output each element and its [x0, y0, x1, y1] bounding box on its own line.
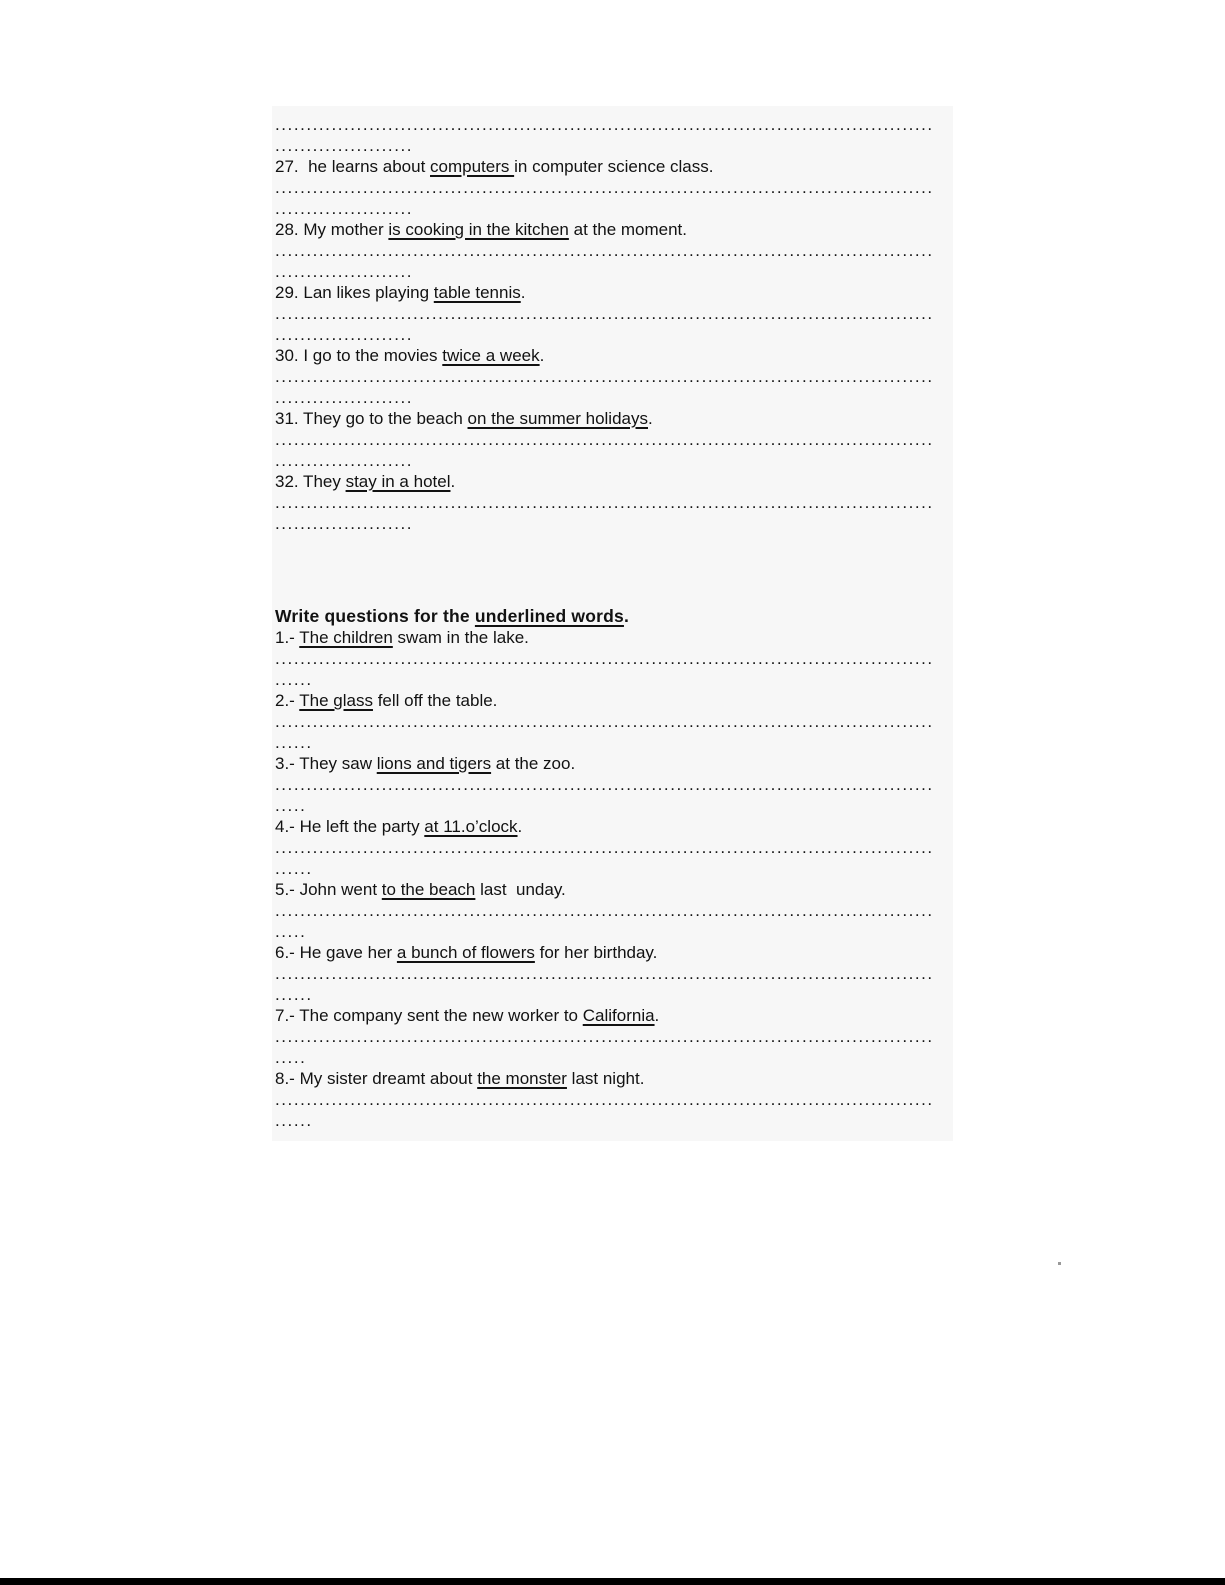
answer-line-wrap: ...... [275, 733, 313, 752]
answer-line-wrap: ..... [275, 922, 307, 941]
underlined-phrase: lions and tigers [376, 754, 492, 773]
item-number: 3.- [275, 754, 295, 773]
question-item-4 [275, 816, 945, 837]
answer-line-wrap: ...................... [275, 199, 414, 218]
underlined-phrase: table tennis [433, 283, 521, 302]
answer-line: ......................................................................................................... [275, 430, 934, 449]
answer-line-wrap: ...................... [275, 514, 414, 533]
section-write-questions [275, 606, 945, 1131]
answer-line-wrap: ..... [275, 796, 307, 815]
sentence-text: at the moment. [568, 220, 688, 239]
item-number: 28. [275, 220, 299, 239]
item-number: 29. [275, 283, 299, 302]
sentence-text: Lan likes playing [298, 283, 434, 302]
sentence-text: at the zoo. [491, 754, 576, 773]
item-number: 32. [275, 472, 299, 491]
answer-line-wrap: ...................... [275, 262, 414, 281]
sentence-text: . [539, 346, 545, 365]
underlined-phrase: The children [299, 628, 393, 647]
sentence-text: last unday. [475, 880, 566, 899]
sentence-text: He left the party [294, 817, 425, 836]
question-item-6 [275, 942, 945, 963]
underlined-phrase: California [582, 1006, 655, 1025]
answer-line: ......................................................................................................... [275, 712, 934, 731]
underlined-phrase: the monster [477, 1069, 567, 1088]
sentence-text: . [517, 817, 523, 836]
answer-line-wrap: ...................... [275, 325, 414, 344]
underlined-phrase: a bunch of flowers [396, 943, 535, 962]
sentence-text: I go to the movies [298, 346, 443, 365]
item-number: 8.- [275, 1069, 295, 1088]
answer-line-wrap: ...... [275, 1111, 313, 1130]
answer-line: ......................................................................................................... [275, 304, 934, 323]
underlined-phrase: underlined words [474, 606, 624, 626]
section-gap [275, 534, 945, 606]
question-item-1 [275, 627, 945, 648]
sentence-text: fell off the table. [372, 691, 498, 710]
section-title [275, 606, 945, 627]
underlined-phrase: computers [430, 157, 515, 176]
underlined-phrase: to the beach [381, 880, 476, 899]
bottom-bar [0, 1578, 1225, 1585]
exercise-sheet [272, 106, 953, 1141]
item-number: 5.- [275, 880, 295, 899]
answer-line: ......................................................................................................... [275, 493, 934, 512]
underlined-phrase: is cooking in the kitchen [388, 220, 569, 239]
exercise-item-29 [275, 282, 945, 303]
sentence-text: in computer science class. [514, 157, 714, 176]
answer-line-wrap: ...... [275, 670, 313, 689]
answer-line: ......................................................................................................... [275, 178, 934, 197]
item-number: 2.- [275, 691, 295, 710]
title-text: . [623, 606, 630, 626]
question-item-7 [275, 1005, 945, 1026]
exercise-item-32 [275, 471, 945, 492]
answer-line: ......................................................................................................... [275, 964, 934, 983]
question-item-5 [275, 879, 945, 900]
sentence-text: He gave her [294, 943, 397, 962]
answer-line-wrap: ...................... [275, 388, 414, 407]
answer-line: ......................................................................................................... [275, 115, 934, 134]
item-number: 27. [275, 157, 299, 176]
sentence-text: . [654, 1006, 660, 1025]
sentence-text: . [520, 283, 526, 302]
underlined-phrase: stay in a hotel [345, 472, 451, 491]
item-number: 4.- [275, 817, 295, 836]
answer-line: ......................................................................................................... [275, 367, 934, 386]
sentence-text: for her birthday. [534, 943, 658, 962]
sentence-text: The company sent the new worker to [294, 1006, 583, 1025]
sentence-text: My sister dreamt about [294, 1069, 478, 1088]
sentence-text: last night. [566, 1069, 645, 1088]
answer-line-wrap: ...... [275, 859, 313, 878]
answer-line: ......................................................................................................... [275, 838, 934, 857]
exercise-item-28 [275, 219, 945, 240]
sentence-text: . [450, 472, 456, 491]
underlined-phrase: The glass [299, 691, 373, 710]
exercise-item-27 [275, 156, 945, 177]
item-number: 1.- [275, 628, 295, 647]
answer-line: ......................................................................................................... [275, 649, 934, 668]
answer-line-wrap: ...................... [275, 136, 414, 155]
question-item-8 [275, 1068, 945, 1089]
answer-line: ......................................................................................................... [275, 1027, 934, 1046]
answer-line: ......................................................................................................... [275, 901, 934, 920]
answer-line: ......................................................................................................... [275, 775, 934, 794]
sentence-text: . [648, 409, 653, 428]
question-item-3 [275, 753, 945, 774]
sentence-text: swam in the lake. [392, 628, 529, 647]
underlined-phrase: at 11.o’clock [424, 817, 518, 836]
sentence-text: They saw [294, 754, 377, 773]
item-number: 6.- [275, 943, 295, 962]
sentence-text: My mother [298, 220, 389, 239]
answer-line-wrap: ...................... [275, 451, 414, 470]
answer-line-wrap: ...... [275, 985, 313, 1004]
question-item-2 [275, 690, 945, 711]
section-answers-27-32 [275, 114, 945, 534]
answer-line-wrap: ..... [275, 1048, 307, 1067]
answer-line: ......................................................................................................... [275, 241, 934, 260]
question-items [275, 627, 945, 1131]
sentence-text: They [298, 472, 346, 491]
item-number: 30. [275, 346, 299, 365]
underlined-phrase: on the summer holidays [467, 409, 648, 428]
item-number: 7.- [275, 1006, 295, 1025]
answer-line: ......................................................................................................... [275, 1090, 934, 1109]
underlined-phrase: twice a week [442, 346, 540, 365]
exercise-item-30 [275, 345, 945, 366]
item-number: 31. [275, 409, 299, 428]
title-text: Write questions for the [275, 606, 475, 626]
sentence-text: John went [294, 880, 382, 899]
stray-mark [1058, 1262, 1061, 1265]
exercise-item-31 [275, 408, 945, 429]
sentence-text: he learns about [298, 157, 431, 176]
sentence-text: They go to the beach [298, 409, 468, 428]
